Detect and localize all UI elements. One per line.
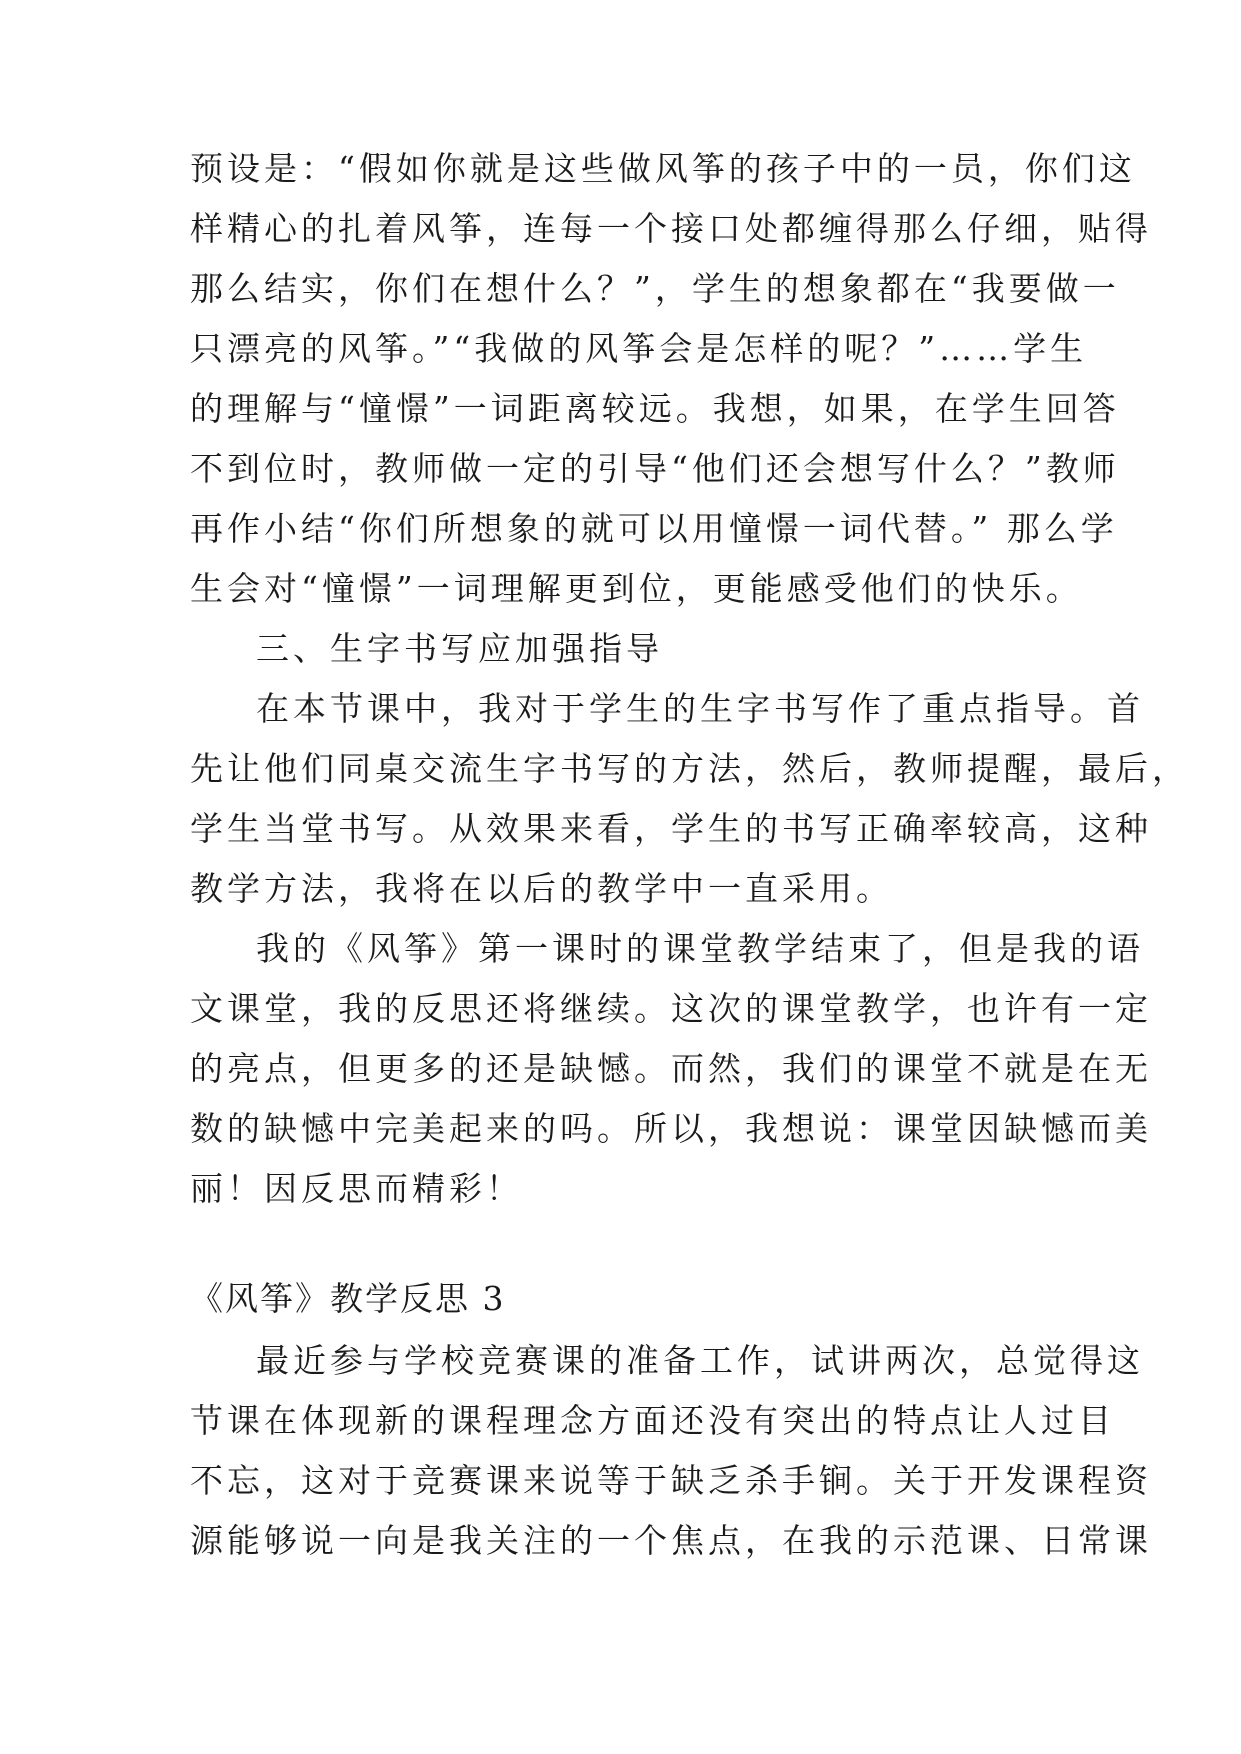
text-line: 只漂亮的风筝。”“我做的风筝会是怎样的呢？”……学生 — [190, 329, 1088, 368]
text-line: 数的缺憾中完美起来的吗。所以，我想说：课堂因缺憾而美 — [190, 1109, 1152, 1148]
text-line: 丽！因反思而精彩！ — [190, 1169, 523, 1208]
text-line: 节课在体现新的课程理念方面还没有突出的特点让人过目 — [190, 1401, 1115, 1440]
text-line: 不忘，这对于竞赛课来说等于缺乏杀手锏。关于开发课程资 — [190, 1461, 1152, 1500]
text-line: 先让他们同桌交流生字书写的方法，然后，教师提醒，最后， — [190, 749, 1189, 788]
text-line: 学生当堂书写。从效果来看，学生的书写正确率较高，这种 — [190, 809, 1152, 848]
text-line: 预设是：“假如你就是这些做风筝的孩子中的一员，你们这 — [190, 149, 1136, 188]
text-line: 的亮点，但更多的还是缺憾。而然，我们的课堂不就是在无 — [190, 1049, 1152, 1088]
text-line: 文课堂，我的反思还将继续。这次的课堂教学，也许有一定 — [190, 989, 1152, 1028]
text-line: 最近参与学校竞赛课的准备工作，试讲两次，总觉得这 — [256, 1341, 1144, 1380]
text-line: 样精心的扎着风筝，连每一个接口处都缠得那么仔细，贴得 — [190, 209, 1152, 248]
text-line: 我的《风筝》第一课时的课堂教学结束了，但是我的语 — [256, 929, 1144, 968]
text-line: 再作小结“你们所想象的就可以用憧憬一词代替。” 那么学 — [190, 509, 1118, 548]
text-line: 那么结实，你们在想什么？”，学生的想象都在“我要做一 — [190, 269, 1120, 308]
article-title: 《风筝》教学反思 3 — [190, 1279, 506, 1318]
text-line: 教学方法，我将在以后的教学中一直采用。 — [190, 869, 893, 908]
text-line: 不到位时，教师做一定的引导“他们还会想写什么？”教师 — [190, 449, 1120, 488]
text-line: 的理解与“憧憬”一词距离较远。我想，如果，在学生回答 — [190, 389, 1120, 428]
text-line: 在本节课中，我对于学生的生字书写作了重点指导。首 — [256, 689, 1144, 728]
section-heading: 三、生字书写应加强指导 — [256, 629, 663, 668]
text-line: 生会对“憧憬”一词理解更到位，更能感受他们的快乐。 — [190, 569, 1083, 608]
text-line: 源能够说一向是我关注的一个焦点，在我的示范课、日常课 — [190, 1521, 1152, 1560]
